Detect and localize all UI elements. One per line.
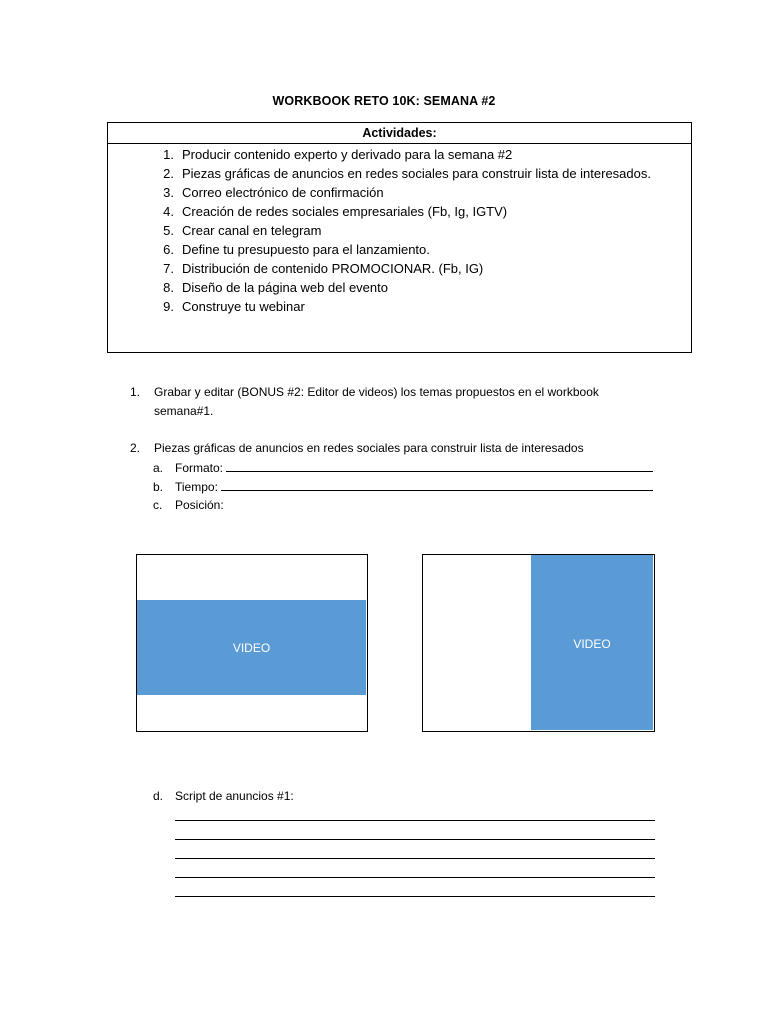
script-answer-line-5[interactable] [175, 896, 655, 897]
horizontal-format-frame [136, 554, 368, 732]
posicion-label: Posición: [175, 498, 224, 512]
question-text: Grabar y editar (BONUS #2: Editor de videos) los temas propuestos en el workbook [154, 385, 599, 399]
question-1-continuation [154, 402, 213, 421]
formato-label: Formato: [175, 461, 224, 475]
activities-list [108, 145, 691, 316]
vertical-format-frame [422, 554, 655, 732]
tiempo-label: Tiempo: [175, 480, 218, 494]
video-label: VIDEO [573, 637, 611, 651]
script-answer-line-3[interactable] [175, 858, 655, 859]
question-text: Piezas gráficas de anuncios en redes sociales para construir lista de interesados [154, 441, 584, 455]
video-label: VIDEO [232, 640, 271, 655]
question-number: 1. [130, 385, 141, 399]
list-item: 5. Crear canal en telegram [163, 223, 322, 238]
script-answer-line-2[interactable] [175, 839, 655, 840]
list-item: 2. Piezas gráficas de anuncios en redes sociales para construir lista de interesados. [163, 166, 651, 181]
question-text-continuation: semana#1. [154, 404, 214, 418]
formato-answer-line[interactable] [226, 460, 653, 472]
script-label: Script de anuncios #1: [175, 789, 294, 803]
page-title: WORKBOOK RETO 10K: SEMANA #2 [272, 94, 496, 108]
vertical-video-block [531, 555, 653, 730]
tiempo-answer-line[interactable] [221, 479, 653, 491]
list-item: 6. Define tu presupuesto para el lanzamiento. [163, 242, 430, 257]
list-item: 1. Producir contenido experto y derivado para la semana #2 [163, 147, 513, 162]
list-item: 9. Construye tu webinar [163, 299, 305, 314]
list-item: 4. Creación de redes sociales empresariales (Fb, Ig, IGTV) [163, 204, 508, 219]
list-item: 8. Diseño de la página web del evento [163, 280, 388, 295]
list-item: 7. Distribución de contenido PROMOCIONAR. (Fb, IG) [163, 261, 484, 276]
script-answer-line-1[interactable] [175, 820, 655, 821]
activities-header: Actividades: [108, 123, 691, 144]
horizontal-video-block [137, 600, 366, 695]
question-number: 2. [130, 441, 141, 455]
script-answer-line-4[interactable] [175, 877, 655, 878]
list-item: 3. Correo electrónico de confirmación [163, 185, 384, 200]
activities-table [107, 122, 692, 353]
